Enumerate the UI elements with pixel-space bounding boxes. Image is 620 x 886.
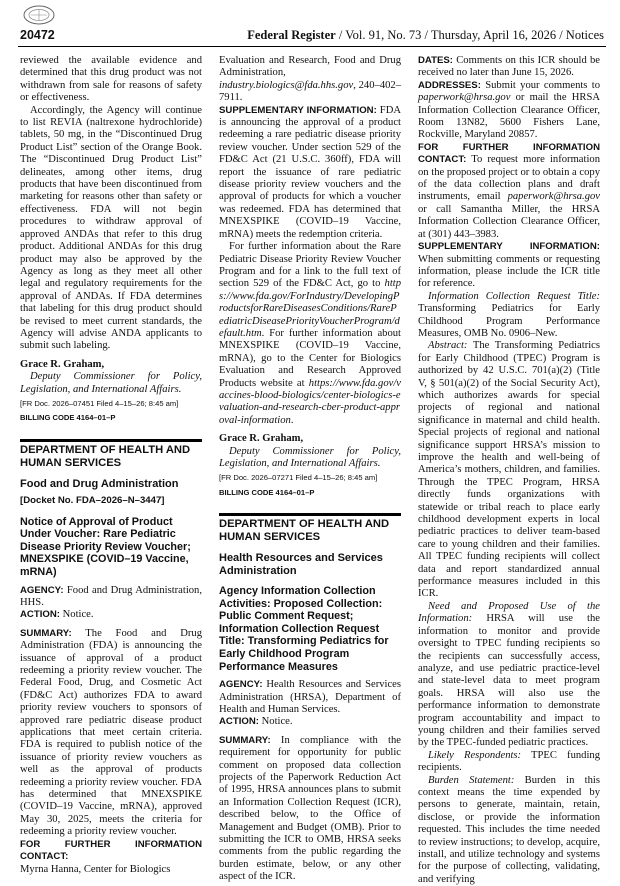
- signatory-name: Grace R. Graham,: [219, 433, 304, 445]
- contact-paragraph: FOR FURTHER INFORMATION CONTACT: Myrna Hanna, Center for Biologics: [20, 838, 202, 875]
- signatory-name: Grace R. Graham,: [20, 358, 105, 370]
- notice-title: Notice of Approval of Product Under Voucher: Rare Pediatric Disease Priority Review Voucher; MNEXSPIKE (COVID–19 Vaccine, mRNA): [20, 515, 191, 578]
- summary-paragraph: SUMMARY: In compliance with the requirement for opportunity for public comment on proposed data collection projects of the Paperwork Reduction Act of 1995, HRSA announces plans to submit an Information Collection Request (ICR), described below, to the Office of Management and Budget (OMB). Prior to submitting the ICR to OMB, HRSA seeks comments from the public regarding the burden estimate, below, or any other aspect of the ICR.: [219, 734, 401, 883]
- addresses-paragraph: ADDRESSES: Submit your comments to paperwork@hrsa.gov or mail the HRSA Information Collection Clearance Officer, Room 13N82, 5600 Fishers Lane, Rockville, Maryland 20857.: [418, 79, 600, 141]
- billing-code: BILLING CODE 4164–01–P: [219, 487, 315, 497]
- url-link[interactable]: https://www.fda.gov/ForIndustry/DevelopingProductsforRareDiseasesConditions/RarePediatricDiseasePriorityVoucherProgram/default.htm: [219, 278, 401, 339]
- action-line: ACTION: Notice.: [219, 716, 293, 728]
- section-divider: [20, 439, 202, 442]
- section-divider: [219, 513, 401, 516]
- column-3: [418, 55, 600, 886]
- email-link[interactable]: industry.biologics@fda.hhs.gov: [219, 79, 354, 91]
- respondents-paragraph: Likely Respondents: TPEC funding recipients.: [418, 749, 601, 774]
- continued-paragraph: Evaluation and Research, Food and Drug Administration, industry.biologics@fda.hhs.gov, 240–402–7911.: [219, 55, 401, 104]
- burden-paragraph: Burden Statement: Burden in this context means the time expended by persons to generate, maintain, retain, disclose, or provide the information requested. This includes the time needed to review instructions; to develop, acquire, install, and utilize technology and systems for the purpose of collecting, validating, and verifying: [418, 774, 600, 885]
- summary-paragraph: SUMMARY: The Food and Drug Administration (FDA) is announcing the issuance of approval of a product redeeming a priority review voucher. The Federal Food, Drug, and Cosmetic Act (FD&C Act) authorizes FDA to award priority review vouchers to sponsors of approved rare pediatric disease product applications that meet certain criteria. FDA is required to publish notice of the issuance of priority review vouchers as well as the approval of products redeeming a priority review voucher. FDA has determined that MNEXSPIKE (COVID–19 Vaccine, mRNA), approved May 30, 2025, meets the criteria for redeeming a priority review voucher.: [20, 627, 202, 838]
- journal-name: Federal Register: [247, 28, 336, 42]
- icr-title-paragraph: Information Collection Request Title: Transforming Pediatrics for Early Childhood Program Performance Measures, OMB No. 0906–New.: [418, 290, 600, 339]
- dates-paragraph: DATES: Comments on this ICR should be received no later than June 15, 2026.: [418, 55, 600, 79]
- need-paragraph: Need and Proposed Use of the Information: HRSA will use the information to monitor and provide oversight to TPEC funding recipients so the recipients can successfully access, analyze, and use pediatric practice-level and state-level data to meet program goals. HRSA will also use the performance information to demonstrate program accountability and impact to young children and their families served by the TPEC-funded pediatric practices.: [418, 600, 600, 749]
- agency-line: AGENCY: Health Resources and Services Administration (HRSA), Department of Health and Human Services.: [219, 679, 401, 715]
- url-link[interactable]: https://www.fda.gov/vaccines-blood-biologics/center-biologics-evaluation-and-research-cber-product-approval-information: [219, 377, 401, 426]
- running-head: [247, 28, 604, 43]
- subagency-heading: Food and Drug Administration: [20, 477, 179, 490]
- department-heading: DEPARTMENT OF HEALTH AND HUMAN SERVICES: [20, 443, 191, 469]
- department-heading: DEPARTMENT OF HEALTH AND HUMAN SERVICES: [219, 518, 390, 544]
- issue-info: / Vol. 91, No. 73 / Thursday, April 16, 2026 / Notices: [335, 28, 604, 42]
- email-link[interactable]: paperwork@hrsa.gov: [507, 191, 600, 203]
- gpo-seal-logo: [22, 4, 56, 26]
- fr-doc-line: [FR Doc. 2026–07451 Filed 4–15–26; 8:45 am]: [20, 398, 179, 408]
- page-header: [18, 26, 606, 47]
- email-link[interactable]: paperwork@hrsa.gov: [418, 92, 511, 104]
- docket-number: [Docket No. FDA–2026–N–3447]: [20, 495, 165, 507]
- abstract-paragraph: Abstract: The Transforming Pediatrics for Early Childhood (TPEC) Program is authorized by 42 U.S.C. 701(a)(2) (Title V, § 501(a)(2) of the Social Security Act), which authorizes awards for special projects of regional and national significance in maternal and child health. Special projects of regional and national significance support HRSA’s mission to improve the health and well-being of America’s mothers, children, and families. Through the TPEC Program, HRSA directly funds organizations with statewide or tribal reach to place early childhood development experts in local pediatric practices to deliver team-based care to young children and their families. All TPEC funding recipients will collect data and report standardized annual performance measures included in this ICR.: [418, 340, 600, 600]
- signatory-title: Deputy Commissioner for Policy, Legislation, and International Affairs.: [219, 445, 401, 469]
- column-2: [219, 55, 401, 884]
- column-1: [20, 55, 202, 876]
- notice-title: Agency Information Collection Activities: Proposed Collection: Public Comment Request; Information Collection Request Title: Transforming Pediatrics for Early Childhood Program Performance Measures: [219, 585, 389, 673]
- continued-paragraph: reviewed the available evidence and determined that this drug product was not withdrawn from sale for reasons of safety or effectiveness.: [20, 55, 202, 104]
- signatory-title: Deputy Commissioner for Policy, Legislation, and International Affairs.: [20, 371, 202, 395]
- fr-doc-line: [FR Doc. 2026–07271 Filed 4–15–26; 8:45 am]: [219, 473, 378, 483]
- contact-paragraph: FOR FURTHER INFORMATION CONTACT: To request more information on the proposed project or to obtain a copy of the data collection plans and draft instruments, email paperwork@hrsa.gov or call Samantha Miller, the HRSA Information Collection Clearance Officer, at (301) 443–3983.: [418, 141, 600, 240]
- page-number: 20472: [20, 28, 55, 42]
- paragraph: Accordingly, the Agency will continue to list REVIA (naltrexone hydrochloride) tablets, 50 mg, in the “Discontinued Drug Product List” section of the Orange Book. The “Discontinued Drug Product List” delineates, among other items, drug products that have been discontinued from marketing for reasons other than safety or effectiveness. FDA will not begin procedures to withdraw approval of approved ANDAs that refer to this drug product. Additional ANDAs for this drug product may also be approved by the Agency as long as they meet all other legal and regulatory requirements for the approval of ANDAs. If FDA determines that labeling for this drug product should be revised to meet current standards, the Agency will advise ANDA applicants to submit such labeling.: [20, 104, 202, 352]
- agency-line: AGENCY: Food and Drug Administration, HHS.: [20, 584, 202, 608]
- subagency-heading: Health Resources and Services Administration: [219, 552, 383, 577]
- action-line: ACTION: Notice.: [20, 609, 94, 621]
- billing-code: BILLING CODE 4164–01–P: [20, 413, 116, 423]
- paragraph: For further information about the Rare Pediatric Disease Priority Review Voucher Program and for a link to the full text of section 529 of the FD&C Act, go to https://www.fda.gov/ForIndustry/DevelopingProductsforRareDiseasesConditions/RarePediatricDiseasePriorityVoucherProgram/default.htm. For further information about MNEXSPIKE (COVID–19 Vaccine, mRNA), go to the Center for Biologics Evaluation and Research Approved Products website at https://www.fda.gov/vaccines-blood-biologics/center-biologics-evaluation-and-research-cber-product-approval-information.: [219, 241, 401, 426]
- supplementary-paragraph: SUPPLEMENTARY INFORMATION: FDA is announcing the approval of a product redeeming a rare pediatric disease priority review voucher. Under section 529 of the FD&C Act (21 U.S.C. 360ff), FDA will report the issuance of rare pediatric disease priority review vouchers and the approval of products for which a voucher was redeemed. FDA has determined that MNEXSPIKE (COVID–19 Vaccine, mRNA) meets the redemption criteria.: [219, 104, 401, 240]
- supplementary-paragraph: SUPPLEMENTARY INFORMATION: When submitting comments or requesting information, please include the ICR title for reference.: [418, 241, 600, 290]
